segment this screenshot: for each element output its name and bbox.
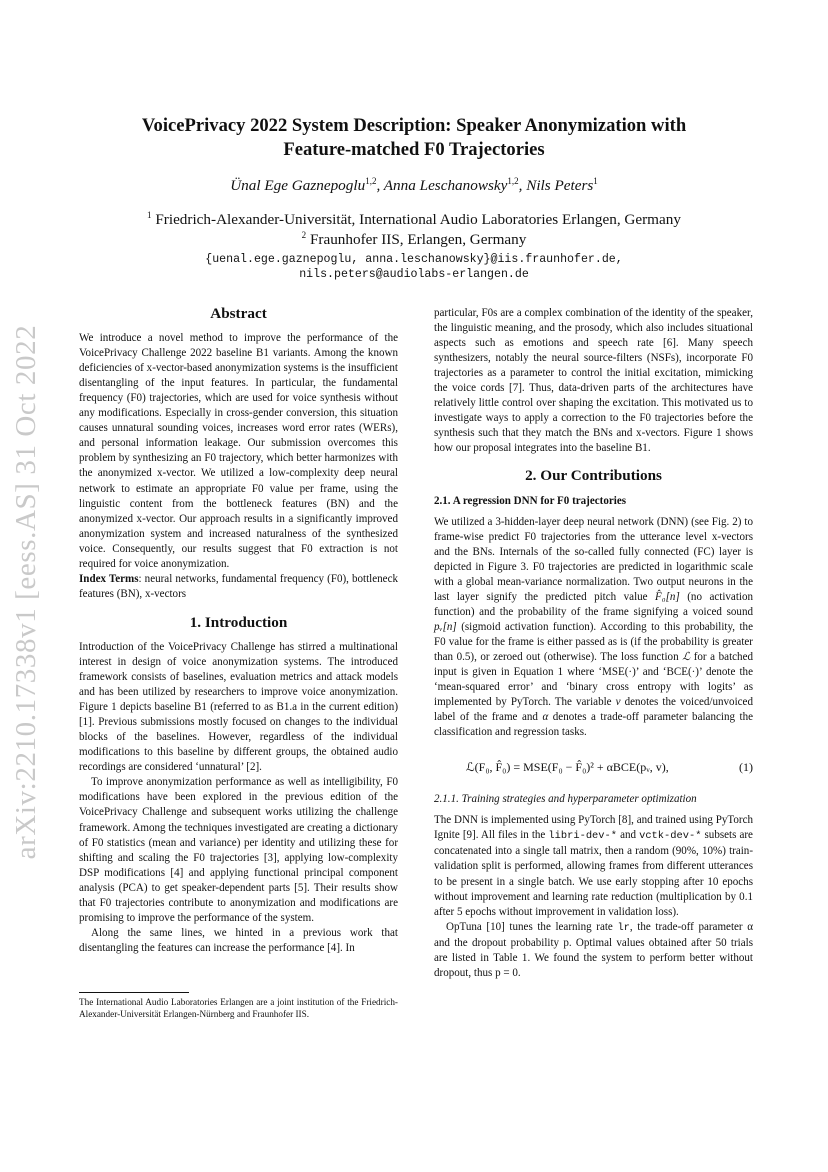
- code-vctk-dev: vctk-dev-*: [639, 830, 702, 843]
- author-sup: 1,2: [365, 176, 377, 186]
- author-name: Nils Peters: [526, 177, 594, 195]
- optuna-paragraph: [434, 920, 753, 981]
- paper-title: [60, 114, 768, 162]
- footnote-rule: [79, 992, 189, 993]
- contributions-heading: 2. Our Contributions: [525, 467, 662, 485]
- text-run: denotes a trade-off parameter balancing the classification and regression tasks.: [434, 711, 753, 739]
- right-column: [434, 306, 753, 981]
- text-run: (no activation function) and the probability of the frame signifying a voiced sound: [434, 590, 753, 618]
- text-run: We utilized a 3-hidden-layer deep neural network (DNN) (see Fig. 2) to frame-wise predict F0 trajectories from the utterance level x-vectors and the BNs. Internals of the so-called fully connected (FC) layer is depicted in Figure 3. F0 trajectories are predicted in logarithmic scale with a global mean-variance normalization. Two output neurons in the last layer signify the predicted pitch value: [434, 515, 753, 603]
- text-run: and: [617, 829, 640, 842]
- equation-body: ℒ(F₀, F̂₀) = MSE(F₀ − F̂₀)² + αBCE(pᵥ, v),: [466, 760, 669, 775]
- title-line-2: Feature-matched F0 Trajectories: [283, 139, 545, 160]
- equation-number: (1): [739, 760, 753, 775]
- contributions-paragraph: [434, 515, 753, 741]
- affiliation-sup: 1: [147, 210, 152, 220]
- affiliation-1: [40, 210, 788, 229]
- abstract-heading: Abstract: [210, 305, 267, 322]
- alpha-symbol: α: [542, 711, 549, 724]
- email-line-2: nils.peters@audiolabs-erlangen.de: [299, 268, 529, 281]
- author-list: Ünal Ege Gaznepoglu$^{1,2}$, Anna Leschanowsky$^{1,2}$, Nils Peters$^1$: [230, 176, 598, 195]
- left-column: [79, 306, 398, 956]
- arxiv-stamp: arXiv:2210.17338v1 [eess.AS] 31 Oct 2022: [10, 324, 42, 860]
- equation-1: [434, 750, 753, 786]
- text-run: denotes the voiced/unvoiced label of the frame and: [434, 696, 753, 724]
- author-name: Anna Leschanowsky: [383, 177, 508, 195]
- right-paragraph-1: particular, F0s are a complex combination of the identity of the speaker, the linguistic meaning, and the prosody, which also includes situational aspects such as emotions and speech rate [6]. Many speech synthesizers, notably the neural source-filters (NSFs), incorporate F0 trajectories as a parameter to control the initial excitation, mimicking the voice cords [7]. Thus, data-driven parts of the architectures have relatively little control over shaping the excitation. This motivated us to investigate ways to apply a correction to the F0 trajectories before the synthesis such that they match the BNs and x-vectors. Figure 1 shows how our proposal integrates into the baseline B1.: [434, 307, 753, 455]
- text-run: (sigmoid activation function). According to this probability, the F0 value for the frame is either passed as is (if the probability is greater than 0.5), or zeroed out (otherwise). The loss function: [434, 620, 753, 663]
- author-sup: 1,2: [507, 176, 519, 186]
- intro-heading: 1. Introduction: [189, 613, 288, 631]
- index-terms-text: : neural networks, fundamental frequency (F0), bottleneck features (BN), x-vectors: [79, 572, 398, 600]
- index-terms-label: Index Terms: [79, 572, 139, 585]
- text-run: The DNN is implemented using PyTorch [8], and trained using PyTorch Ignite [9]. All files in the: [434, 814, 753, 842]
- f0-hat-symbol: F̂₀[n]: [655, 590, 680, 603]
- text-run: OpTuna [10] tunes the learning rate: [446, 920, 618, 933]
- abstract-text: We introduce a novel method to improve the performance of the VoicePrivacy Challenge 2022 baseline B1 variants. Among the known deficiencies of x-vector-based anonymization systems is the insufficient disentangling of the input features. In particular, the fundamental frequency (F0) trajectories, which are used for voice synthesis without any modifications. Especially in cross-gender conversion, this situation causes unnatural sounding voices, increases word error rates (WERs), and personal information leakage. Our submission overcomes this problem by synthesizing an F0 trajectory, which better harmonizes with the anonymized x-vector. We utilized a low-complexity deep neural network to estimate an appropriate F0 value per frame, using the linguistic content from the bottleneck features (BN) and the anonymized x-vector. Our approach results in a significantly improved anonymization system and increased naturalness of the synthesized voice. Consequently, our results suggest that F0 extraction is not required for voice anonymization.: [79, 332, 398, 570]
- pv-symbol: pᵥ[n]: [434, 620, 457, 633]
- training-paragraph: [434, 813, 753, 919]
- subsubsection-heading: 2.1.1. Training strategies and hyperparameter optimization: [434, 793, 697, 806]
- author-emails: [60, 252, 768, 282]
- text-run: , the trade-off parameter α and the dropout probability p. Optimal values obtained after 50 trials are listed in Table 1. We found the system to perform better without dropout, thus p = 0.: [434, 920, 753, 979]
- affiliation-sup: 2: [301, 230, 307, 240]
- text-run: subsets are concatenated into a single tall matrix, then a random (90%, 10%) train-validation split is performed, allowing frames from different utterances to be present in a single batch. We use early stopping after 10 epochs without improvement and learning rate reduction (multiplication by 0.1 after 5 epochs without improvement in validation loss).: [434, 829, 753, 918]
- code-libri-dev: libri-dev-*: [548, 830, 617, 843]
- email-line-1: {uenal.ege.gaznepoglu, anna.leschanowsky}@iis.fraunhofer.de,: [205, 253, 623, 266]
- text-run: for a batched input is given in Equation 1 where ‘MSE(·)’ and ‘BCE(·)’ denote the ‘mean-squared error’ and ‘binary cross entropy with logits’ as implemented by PyTorch. The variable: [434, 650, 753, 709]
- subsection-heading: 2.1. A regression DNN for F0 trajectories: [434, 494, 627, 507]
- code-lr: lr: [617, 921, 630, 934]
- loss-symbol: ℒ: [682, 650, 691, 663]
- intro-paragraph-2: To improve anonymization performance as well as intelligibility, F0 modifications have been explored in the previous edition of the VoicePrivacy Challenge and subsequent works utilizing the challenge framework. Among the techniques investigated are creating a dictionary of F0 statistics (mean and variance) per identity and utilizing these for shifting and scaling the F0 trajectories [3], applying low-complexity DSP modifications [4] and applying functional principal component analysis (PCA) to get speaker-dependent parts [5]. Their results show that F0 trajectories contribute to anonymization and modifications are promising to improve the performance of the system.: [79, 776, 398, 924]
- affiliation-2: [40, 230, 788, 249]
- v-symbol: v: [615, 696, 621, 709]
- intro-paragraph-3: Along the same lines, we hinted in a previous work that disentangling the features can increase the performance [4]. In: [79, 926, 398, 954]
- affiliation-text: Friedrich-Alexander-Universität, International Audio Laboratories Erlangen, Germany: [155, 211, 681, 229]
- title-line-1: VoicePrivacy 2022 System Description: Speaker Anonymization with: [141, 115, 687, 136]
- footnote: The International Audio Laboratories Erlangen are a joint institution of the Friedrich-Alexander-Universität Erlangen-Nürnberg and Fraunhofer IIS.: [79, 997, 398, 1020]
- author-name: Ünal Ege Gaznepoglu: [230, 177, 366, 195]
- index-terms: [79, 572, 398, 602]
- author-sup: 1: [593, 176, 598, 186]
- affiliation-text: Fraunhofer IIS, Erlangen, Germany: [309, 231, 527, 249]
- intro-paragraph-1: Introduction of the VoicePrivacy Challenge has stirred a multinational interest in design of voice anonymization systems. The introduced framework consists of baselines, evaluation metrics and attack models and has been utilized by researchers to improve voice anonymization. Figure 1 depicts baseline B1 (referred to as B1.a in the current edition) [1]. Previous submissions mostly focused on changes to the individual blocks of the baselines. However, regardless of the individual modifications to this baseline by different groups, the obtained audio recordings are considered ‘unnatural’ [2].: [79, 640, 398, 774]
